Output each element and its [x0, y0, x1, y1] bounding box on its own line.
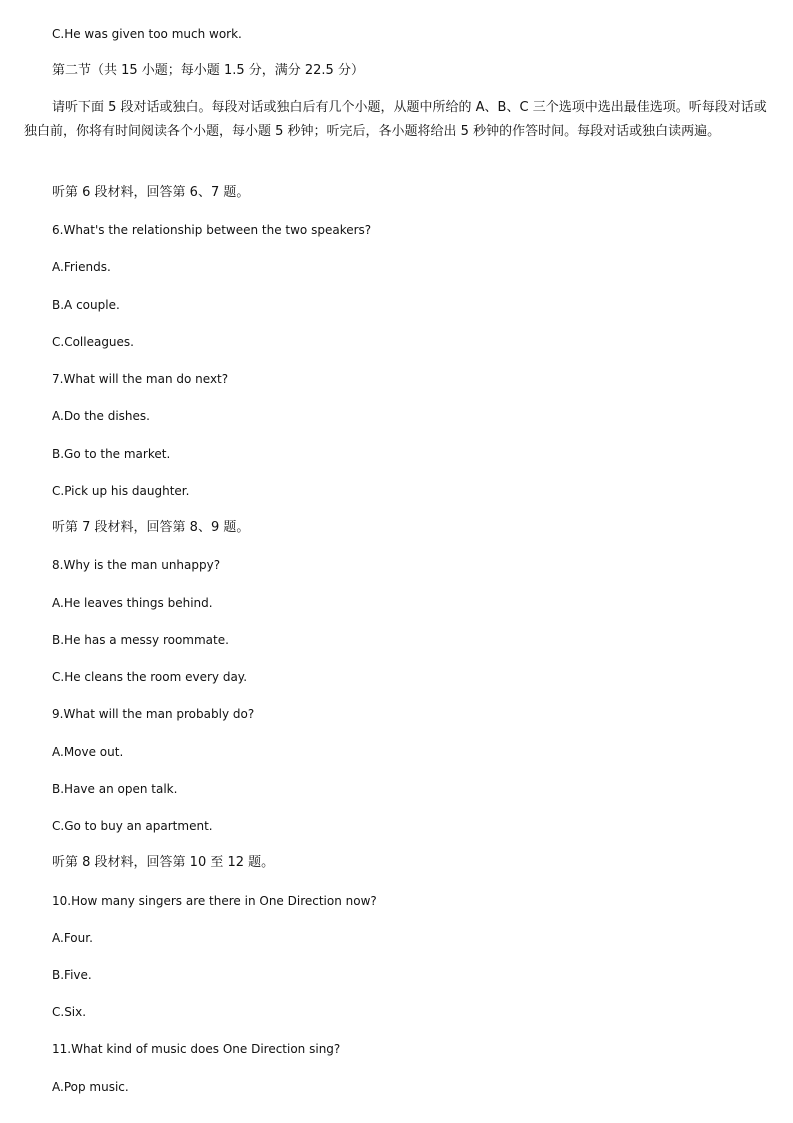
- q7-option-a: A.Do the dishes.: [52, 409, 150, 423]
- q10-option-a: A.Four.: [52, 931, 93, 945]
- q8-option-b: B.He has a messy roommate.: [52, 633, 229, 647]
- q8-option-c: C.He cleans the room every day.: [52, 670, 248, 684]
- q9-option-a: A.Move out.: [52, 745, 124, 759]
- q10-option-b: B.Five.: [52, 968, 92, 982]
- material-6-heading: 听第 6 段材料，回答第 6、7 题。: [52, 185, 250, 200]
- q10-option-c: C.Six.: [52, 1005, 87, 1019]
- section-heading: 第二节（共 15 小题；每小题 1.5 分，满分 22.5 分）: [52, 63, 364, 78]
- q6-option-b: B.A couple.: [52, 298, 120, 312]
- question-8: 8.Why is the man unhappy?: [52, 558, 221, 572]
- q9-option-b: B.Have an open talk.: [52, 782, 178, 796]
- question-6: 6.What's the relationship between the two speakers?: [52, 223, 372, 237]
- section-instructions: 请听下面 5 段对话或独白。每段对话或独白后有几个小题，从题中所给的 A、B、C 三个选项中选出最佳选项。听每段对话或独白前，你将有时间阅读各个小题，每小题 5 秒钟；听完后，各小题将给出 5 秒钟的作答时间。每段对话或独白读两遍。: [24, 100, 767, 139]
- q7-option-c: C.Pick up his daughter.: [52, 484, 190, 498]
- q7-option-b: B.Go to the market.: [52, 447, 171, 461]
- q9-option-c: C.Go to buy an apartment.: [52, 819, 213, 833]
- q6-option-a: A.Friends.: [52, 260, 111, 274]
- q11-option-a: A.Pop music.: [52, 1080, 129, 1094]
- material-8-heading: 听第 8 段材料，回答第 10 至 12 题。: [52, 855, 275, 870]
- question-7: 7.What will the man do next?: [52, 372, 229, 386]
- q8-option-a: A.He leaves things behind.: [52, 596, 213, 610]
- question-9: 9.What will the man probably do?: [52, 707, 255, 721]
- question-11: 11.What kind of music does One Direction sing?: [52, 1042, 341, 1056]
- material-7-heading: 听第 7 段材料，回答第 8、9 题。: [52, 520, 250, 535]
- option-c-prev: C.He was given too much work.: [52, 27, 242, 41]
- question-10: 10.How many singers are there in One Direction now?: [52, 894, 377, 908]
- q6-option-c: C.Colleagues.: [52, 335, 134, 349]
